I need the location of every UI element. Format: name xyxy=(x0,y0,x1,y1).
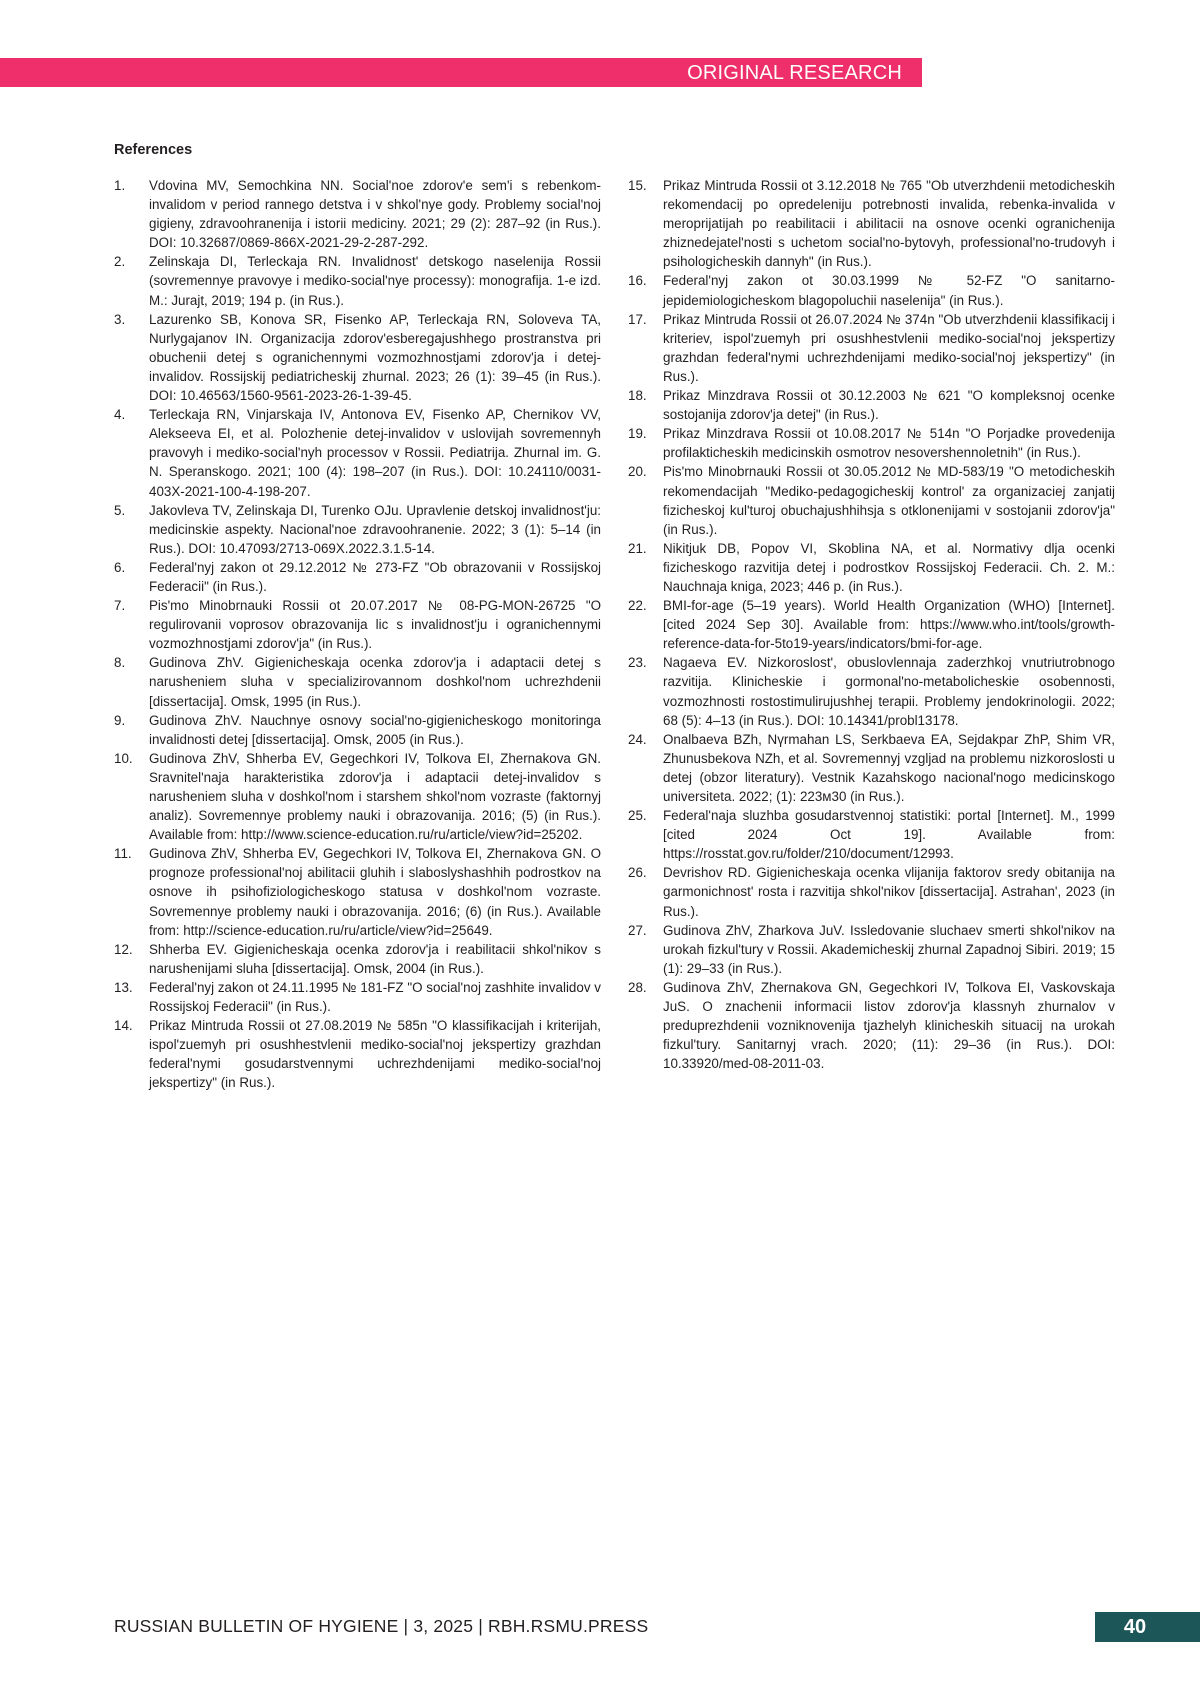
reference-text: Shherba EV. Gigienicheskaja ocenka zdorov'ja i reabilitacii shkol'nikov s narushenijami sluha [dissertacija]. Omsk, 2004 (in Rus.). xyxy=(149,941,601,976)
reference-number: 14. xyxy=(114,1018,133,1034)
reference-text: Onalbaeva BZh, Nүrmahan LS, Serkbaeva EA, Sejdakpar ZhP, Shim VR, Zhunusbekova NZh, et al. Sovremennyj vzgljad na problemu nizkoroslosti u detej (obzor literatury). Vestnik Kazahskogo nacional'nogo medicinskogo universiteta. 2022; (1): 223м30 (in Rus.). xyxy=(663,731,1115,804)
reference-item xyxy=(628,863,1115,920)
reference-number: 9. xyxy=(114,712,126,728)
reference-item xyxy=(628,730,1115,806)
reference-text: Gudinova ZhV. Gigienicheskaja ocenka zdorov'ja i adaptacii detej s narusheniem sluha v specializirovannom doshkol'nom uchrezhdenii [dissertacija]. Omsk, 1995 (in Rus.). xyxy=(149,655,601,709)
reference-item xyxy=(114,749,601,844)
reference-text: Federal'naja sluzhba gosudarstvennoj statistiki: portal [Internet]. M., 1999 [cited 2024 Oct 19]. Available from: https://rosstat.gov.ru/folder/210/document/12993. xyxy=(663,808,1115,862)
reference-text: Gudinova ZhV, Zhernakova GN, Gegechkori IV, Tolkova EI, Vaskovskaja JuS. O znachenii informacii listov zdorov'ja klassnyh zhurnalov v preduprezhdenii vozniknovenija tjazhelyh klinicheskih situacij na urokah fizkul'tury. Sanitarnyj vrach. 2020; (11): 29–36 (in Rus.). DOI: 10.33920/med-08-2011-03. xyxy=(663,979,1115,1072)
references-column-left xyxy=(114,176,601,1093)
reference-text: Gudinova ZhV. Nauchnye osnovy social'no-gigienicheskogo monitoringa invalidnosti detej [dissertacija]. Omsk, 2005 (in Rus.). xyxy=(149,712,601,747)
reference-item xyxy=(628,921,1115,978)
reference-item xyxy=(628,424,1115,462)
reference-number: 2. xyxy=(114,254,126,270)
reference-text: Vdovina MV, Semochkina NN. Social'noe zdorov'e sem'i s rebenkom-invalidom v period rannego detstva i v shkol'nye gody. Problemy social'noj gigieny, zdravoohranenija i istorii mediciny. 2021; 29 (2): 287–92 (in Rus.). DOI: 10.32687/0869-866X-2021-29-2-287-292. xyxy=(149,178,601,251)
reference-text: Prikaz Minzdrava Rossii ot 10.08.2017 № 514n "O Porjadke provedenija profilakticheskih medicinskih osmotrov nesovershennoletnih" (in Rus.). xyxy=(663,426,1115,461)
reference-number: 21. xyxy=(628,540,647,556)
reference-text: Prikaz Mintruda Rossii ot 26.07.2024 № 374n "Ob utverzhdenii klassifikacij i kriteriev, ispol'zuemyh pri osushhestvlenii mediko-social'noj jekspertizy grazhdan federal'nymi uchrezhdenijami mediko-social'noj jekspertizy" (in Rus.). xyxy=(663,311,1115,384)
reference-item xyxy=(114,711,601,749)
reference-number: 8. xyxy=(114,655,126,671)
reference-number: 11. xyxy=(114,846,132,862)
reference-item xyxy=(628,176,1115,271)
reference-text: Federal'nyj zakon ot 24.11.1995 № 181-FZ "O social'noj zashhite invalidov v Rossijskoj Federacii" (in Rus.). xyxy=(149,979,601,1015)
reference-number: 15. xyxy=(628,178,647,193)
reference-number: 28. xyxy=(628,979,647,995)
footer-journal-info: RUSSIAN BULLETIN OF HYGIENE | 3, 2025 | RBH.RSMU.PRESS xyxy=(114,1616,649,1636)
reference-text: Zelinskaja DI, Terleckaja RN. Invalidnost' detskogo naselenija Rossii (sovremennye pravovye i mediko-social'nye processy): monografija. 1-e izd. M.: Jurajt, 2019; 194 p. (in Rus.). xyxy=(149,254,601,308)
reference-item xyxy=(628,539,1115,596)
reference-text: Prikaz Minzdrava Rossii ot 30.12.2003 № 621 "O kompleksnoj ocenke sostojanija zdorov'ja detej" (in Rus.). xyxy=(663,388,1115,423)
reference-number: 26. xyxy=(628,865,647,881)
reference-text: Prikaz Mintruda Rossii ot 3.12.2018 № 765 "Ob utverzhdenii metodicheskih rekomendacij po opredeleniju potrebnosti invalida, rebenka-invalida v meroprijatijah po reabilitacii i abilitacii na osnove ocenki ogranichenija zhiznedejatel'nosti s uchetom social'no-bytovyh, professional'no-trudovyh i psihologicheskih dannyh" (in Rus.). xyxy=(663,178,1115,270)
reference-item xyxy=(628,806,1115,863)
reference-number: 20. xyxy=(628,464,647,480)
reference-text: Devrishov RD. Gigienicheskaja ocenka vlijanija faktorov sredy obitanija na garmonichnost' rosta i razvitija shkol'nikov [dissertacija]. Astrahan', 2023 (in Rus.). xyxy=(663,865,1115,919)
references-heading: References xyxy=(114,142,193,158)
reference-number: 17. xyxy=(628,311,647,327)
reference-text: Federal'nyj zakon ot 29.12.2012 № 273-FZ "Ob obrazovanii v Rossijskoj Federacii" (in Rus.). xyxy=(149,559,601,594)
reference-number: 6. xyxy=(114,559,126,575)
reference-number: 18. xyxy=(628,388,647,404)
reference-number: 12. xyxy=(114,941,133,957)
reference-text: Gudinova ZhV, Zharkova JuV. Issledovanie sluchaev smerti shkol'nikov na urokah fizkul'tury v Rossii. Akademicheskij zhurnal Zapadnoj Sibiri. 2019; 15 (1): 29–33 (in Rus.). xyxy=(663,922,1115,976)
reference-text: Prikaz Mintruda Rossii ot 27.08.2019 № 585n "O klassifikacijah i kriterijah, ispol'zuemyh pri osushhestvlenii mediko-social'noj jekspertizy grazhdan federal'nymi gosudarstvennymi uchrezhdenijami mediko-social'noj jekspertizy" (in Rus.). xyxy=(149,1018,601,1091)
reference-item xyxy=(628,653,1115,729)
reference-number: 16. xyxy=(628,273,647,289)
reference-number: 24. xyxy=(628,731,647,747)
reference-number: 22. xyxy=(628,598,647,614)
reference-item xyxy=(114,596,601,653)
reference-item xyxy=(628,978,1115,1073)
reference-item xyxy=(114,501,601,558)
reference-text: Federal'nyj zakon ot 30.03.1999 № 52-FZ "O sanitarno-jepidemiologicheskom blagopoluchii naselenija" (in Rus.). xyxy=(663,273,1115,308)
reference-item xyxy=(114,252,601,309)
reference-text: Pis'mo Minobrnauki Rossii ot 30.05.2012 № MD-583/19 "O metodicheskih rekomendacijah "Mediko-pedagogicheskij kontrol' za organizaciej zanjatij fizicheskoj kul'turoj obuchajushhihsja s otklonenijami v sostojanii zdorov'ja" (in Rus.). xyxy=(663,464,1115,537)
reference-item xyxy=(628,271,1115,309)
reference-item xyxy=(114,653,601,710)
reference-text: Pis'mo Minobrnauki Rossii ot 20.07.2017 № 08-PG-MON-26725 "O regulirovanii voprosov obrazovanija lic s invalidnost'ju i ogranichennymi vozmozhnostjami zdorov'ja" (in Rus.). xyxy=(149,598,601,652)
reference-item xyxy=(114,940,601,978)
reference-number: 3. xyxy=(114,311,126,327)
page-number-badge xyxy=(1095,1612,1200,1642)
reference-item xyxy=(628,310,1115,386)
reference-number: 13. xyxy=(114,979,133,995)
reference-item xyxy=(114,310,601,405)
reference-item xyxy=(628,386,1115,424)
reference-item xyxy=(114,405,601,500)
reference-item xyxy=(114,558,601,596)
reference-text: Gudinova ZhV, Shherba EV, Gegechkori IV, Tolkova EI, Zhernakova GN. O prognoze professional'noj abilitacii gluhih i slaboslyshashhih podrostkov na osnove ih psihofiziologicheskogo statusa v doshkol'nom vozraste. Sovremennye problemy nauki i obrazovanija. 2016; (6) (in Rus.). Available from: http://science-education.ru/ru/article/view?id=25649. xyxy=(149,846,601,938)
reference-number: 23. xyxy=(628,655,647,671)
reference-item xyxy=(114,176,601,252)
reference-number: 10. xyxy=(114,750,133,766)
reference-number: 27. xyxy=(628,922,647,938)
reference-number: 5. xyxy=(114,502,126,518)
reference-item xyxy=(628,596,1115,653)
reference-item xyxy=(114,978,601,1016)
section-header-bar xyxy=(0,58,922,87)
reference-text: Nikitjuk DB, Popov VI, Skoblina NA, et al. Normativy dlja ocenki fizicheskogo razvitija detej i podrostkov Rossijskoj Federacii. Ch. 2. M.: Nauchnaja kniga, 2023; 446 p. (in Rus.). xyxy=(663,540,1115,594)
reference-text: Terleckaja RN, Vinjarskaja IV, Antonova EV, Fisenko AP, Chernikov VV, Alekseeva EI, et al. Polozhenie detej-invalidov v uslovijah sovremennyh pravovyh i mediko-social'nyh processov v Rossii. Pediatrija. Zhurnal im. G. N. Speranskogo. 2021; 100 (4): 198–207 (in Rus.). DOI: 10.24110/0031-403X-2021-100-4-198-207. xyxy=(149,407,601,499)
reference-number: 4. xyxy=(114,407,126,423)
reference-text: Gudinova ZhV, Shherba EV, Gegechkori IV, Tolkova EI, Zhernakova GN. Sravnitel'naja harakteristika zdorov'ja i adaptacii detej-invalidov s narusheniem sluha v doshkol'nom i starshem shkol'nom vozraste (faktornyj analiz). Sovremennye problemy nauki i obrazovanija. 2016; (5) (in Rus.). Available from: http://www.science-education.ru/ru/article/view?id=25202. xyxy=(149,750,601,843)
reference-item xyxy=(114,1016,601,1092)
reference-item xyxy=(628,462,1115,538)
reference-number: 7. xyxy=(114,598,126,614)
reference-text: Jakovleva TV, Zelinskaja DI, Turenko OJu. Upravlenie detskoj invalidnost'ju: medicinskie aspekty. Nacional'noe zdravoohranenie. 2022; 3 (1): 5–14 (in Rus.). DOI: 10.47093/2713-069X.2022.3.1.5-14. xyxy=(149,502,601,556)
reference-text: Nagaeva EV. Nizkoroslost', obuslovlennaja zaderzhkoj vnutriutrobnogo razvitija. Klinicheskie i gormonal'no-metabolicheskie osobennosti, vozmozhnosti rostostimulirujushhej terapii. Problemy jendokrinologii. 2022; 68 (5): 4–13 (in Rus.). DOI: 10.14341/probl13178. xyxy=(663,655,1115,728)
section-label: ORIGINAL RESEARCH xyxy=(687,62,902,84)
reference-item xyxy=(114,844,601,939)
references-column-right xyxy=(628,176,1115,1073)
page-number: 40 xyxy=(1123,1616,1147,1638)
reference-number: 19. xyxy=(628,426,647,442)
reference-number: 1. xyxy=(114,178,126,193)
reference-text: BMI-for-age (5–19 years). World Health Organization (WHO) [Internet]. [cited 2024 Sep 30]. Available from: https://www.who.int/tools/growth-reference-data-for-5to19-years/indicators/bmi-for-age. xyxy=(663,598,1115,652)
reference-text: Lazurenko SB, Konova SR, Fisenko AP, Terleckaja RN, Soloveva TA, Nurlygajanov IN. Organizacija zdorov'esberegajushhego prostranstva pri obuchenii detej s ogranichennymi vozmozhnostjami zdorov'ja i detej-invalidov. Rossijskij pediatricheskij zhurnal. 2023; 26 (1): 39–45 (in Rus.). DOI: 10.46563/1560-9561-2023-26-1-39-45. xyxy=(149,311,601,404)
reference-number: 25. xyxy=(628,808,647,824)
